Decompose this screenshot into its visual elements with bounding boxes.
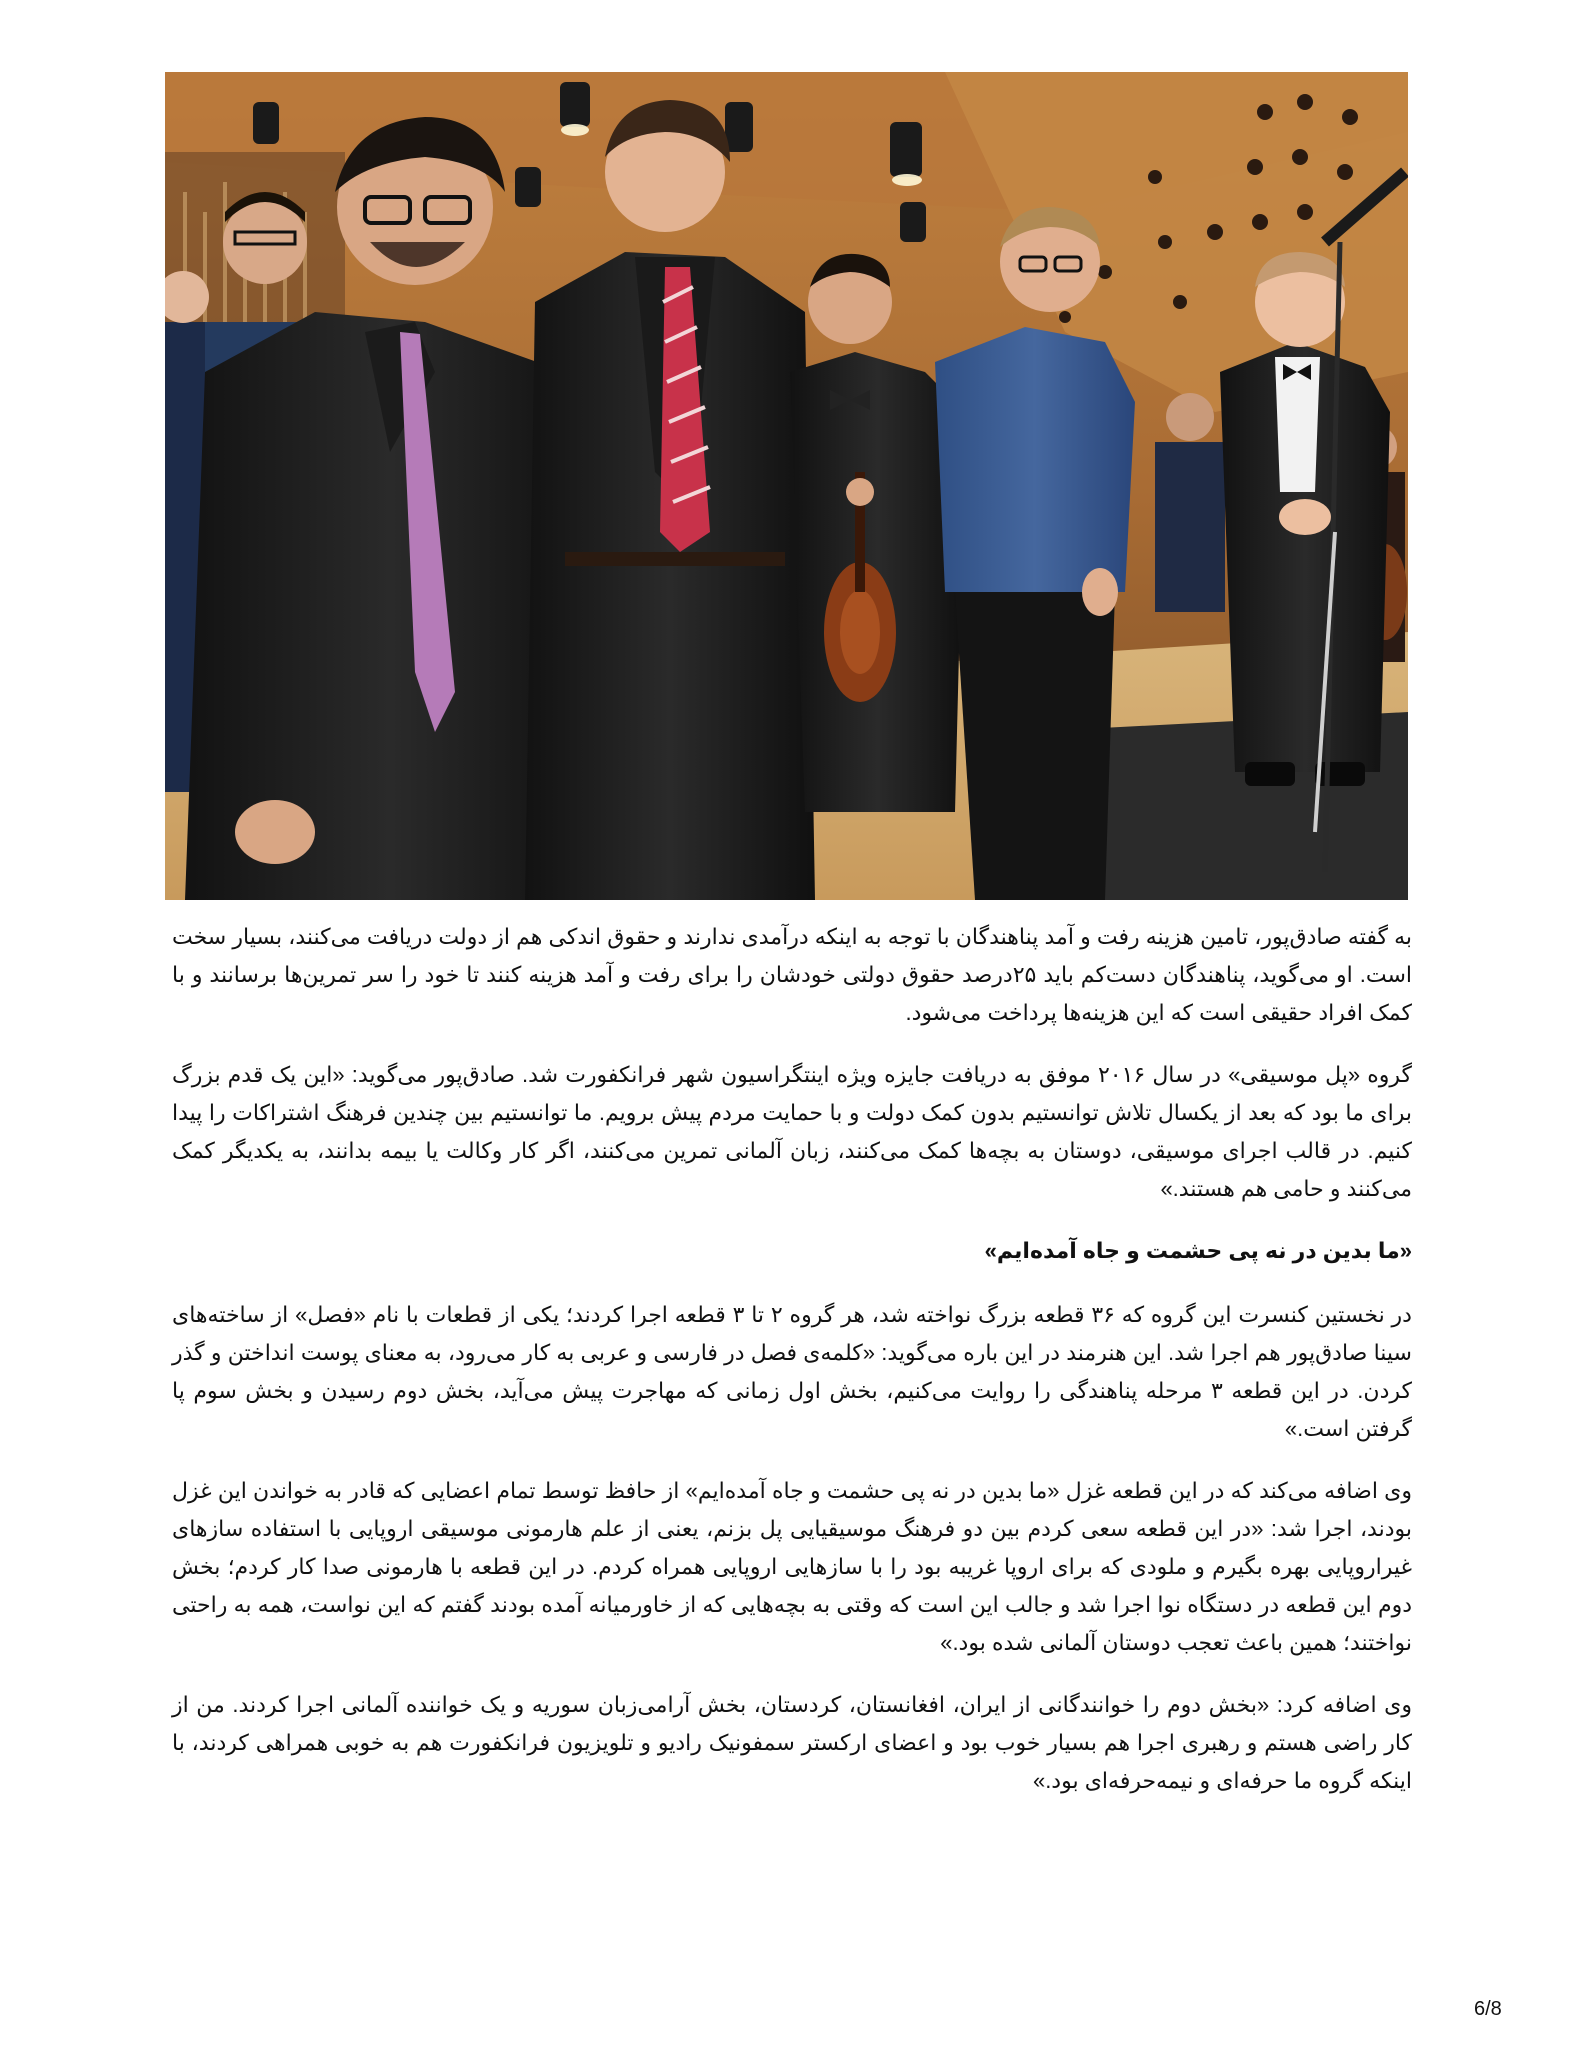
concert-photo — [165, 72, 1408, 900]
section-heading: «ما بدین در نه پی حشمت و جاه آمده‌ایم» — [984, 1238, 1412, 1263]
article-body — [172, 918, 1412, 1824]
paragraph-5: وی اضافه کرد: «بخش دوم را خوانندگانی از ایران، افغانستان، کردستان، بخش آرامی‌زبان سوریه و یک خواننده آلمانی اجرا کردند. من از کار راضی هستم و رهبری اجرا هم بسیار خوب بود و اعضای ارکستر سمفونیک رادیو و تلویزیون فرانکفورت هم به خوبی همراهی کردند، با اینکه گروه ما حرفه‌ای و نیمه‌حرفه‌ای بود.» — [172, 1692, 1412, 1793]
paragraph-4: وی اضافه می‌کند که در این قطعه غزل «ما بدین در نه پی حشمت و جاه آمده‌ایم» از حافظ توسط تمام اعضایی که قادر به خواندن این غزل بودند، اجرا شد: «در این قطعه سعی کردم بین دو فرهنگ موسیقیایی پل بزنم، یعنی از علم هارمونی موسیقی اروپایی با استفاده سازهای غیراروپایی بهره بگیرم و ملودی که برای اروپا غریبه بود را با سازهایی اروپایی همراه کردم. در این قطعه با هارمونی صدا کار کردم؛ بخش دوم این قطعه در دستگاه نوا اجرا شد و جالب این است که وقتی به بچه‌هایی که از خاورمیانه آمده بودند گفتم که این نواست، همه به راحتی نواختند؛ همین باعث تعجب دوستان آلمانی شده بود.» — [172, 1478, 1412, 1655]
paragraph-3: در نخستین کنسرت این گروه که ۳۶ قطعه بزرگ نواخته شد، هر گروه ۲ تا ۳ قطعه اجرا کردند؛ یکی از قطعات با نام «فصل» از ساخته‌های سینا صادق‌پور هم اجرا شد. این هنرمند در این باره می‌گوید: «کلمه‌ی فصل در فارسی و عربی به کار می‌رود، به معنای پوست انداختن و گذر کردن. در این قطعه ۳ مرحله پناهندگی را روایت می‌کنیم، بخش اول زمانی که مهاجرت پیش می‌آید، بخش دوم رسیدن و بخش سوم پا گرفتن است.» — [172, 1302, 1412, 1441]
paragraph-1: به گفته صادق‌پور، تامین هزینه رفت و آمد پناهندگان با توجه به اینکه درآمدی ندارند و حقوق اندکی هم از دولت دریافت می‌کنند، بسیار سخت است. او می‌گوید، پناهندگان دست‌کم باید ۲۵درصد حقوق دولتی خودشان را برای رفت و آمد هزینه کنند تا خود را سر تمرین‌ها برسانند و با کمک افراد حقیقی است که این هزینه‌ها پرداخت می‌شود. — [172, 924, 1413, 1025]
paragraph-2: گروه «پل موسیقی» در سال ۲۰۱۶ موفق به دریافت جایزه ویژه اینتگراسیون شهر فرانکفورت شد. صادق‌پور می‌گوید: «این یک قدم بزرگ برای ما بود که بعد از یکسال تلاش توانستیم بدون کمک دولت و با حمایت مردم پیش برویم. ما توانستیم بین چندین فرهنگ اشتراکات را پیدا کنیم. در قالب اجرای موسیقی، دوستان به بچه‌ها کمک می‌کنند، زبان آلمانی تمرین می‌کنند، اگر کار وکالت یا بیمه بدانند، به یکدیگر کمک می‌کنند و حامی هم هستند.» — [172, 1062, 1412, 1201]
page-number: 6/8 — [1474, 1998, 1502, 2020]
concert-stage-photo-icon — [165, 72, 1408, 900]
